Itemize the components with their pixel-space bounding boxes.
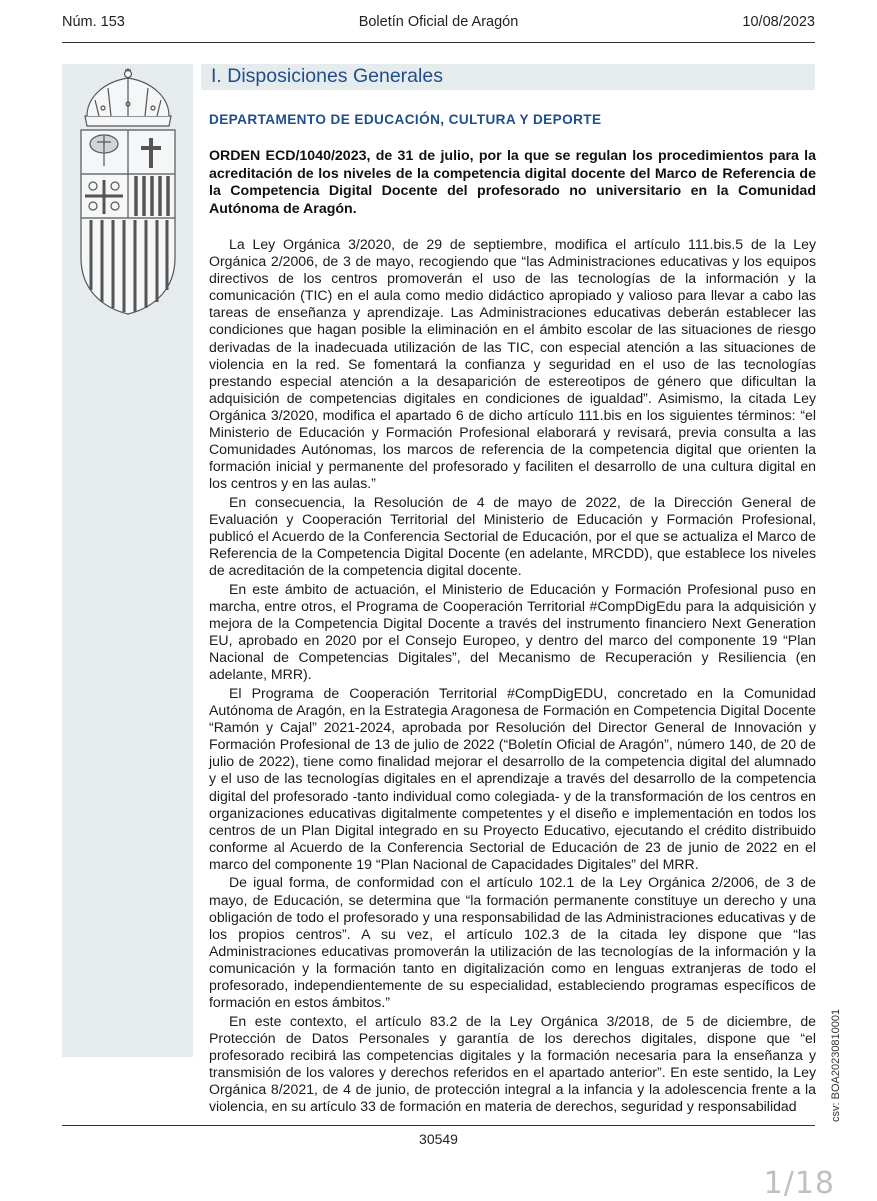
department-heading: DEPARTAMENTO DE EDUCACIÓN, CULTURA Y DEPORTE — [209, 112, 602, 127]
body-paragraph: En consecuencia, la Resolución de 4 de mayo de 2022, de la Dirección General de Evaluación y Cooperación Territorial del Ministerio de Educación y Formación Profesional, publicó el Acuerdo de la Conferencia Sectorial de Educación, por el que se actualiza el Marco de Referencia de la Competencia Digital Docente (en adelante, MRCDD), que establece los niveles de acreditación de la competencia digital docente. — [209, 493, 816, 579]
document-body — [209, 236, 816, 1117]
section-title: I. Disposiciones Generales — [211, 65, 443, 87]
body-paragraph: De igual forma, de conformidad con el artículo 102.1 de la Ley Orgánica 2/2006, de 3 de mayo, de Educación, se determina que “la formación permanente constituye un derecho y una obligación de todo el profesorado y una responsabilidad de las Administraciones educativas y de los propios centros”. A su vez, el artículo 102.3 de la citada ley dispone que “las Administraciones educativas promoverán la utilización de las tecnologías de la información y la comunicación y la formación tanto en digitalización como en lenguas extranjeras de todo el profesorado, independientemente de su especialidad, estableciendo programas específicos de formación en estos ámbitos.” — [209, 874, 816, 1011]
publication-date: 10/08/2023 — [742, 14, 815, 30]
page-header — [62, 14, 815, 38]
body-paragraph: En este ámbito de actuación, el Ministerio de Educación y Formación Profesional puso en marcha, entre otros, el Programa de Cooperación Territorial #CompDigEdu para la adquisición y mejora de la Competencia Digital Docente a través del instrumento financiero Next Generation EU, aprobado en 2020 por el Consejo Europeo, y dentro del marco del componente 19 “Plan Nacional de Competencias Digitales”, del Mecanismo de Recuperación y Resiliencia (en adelante, MRR). — [209, 580, 816, 683]
aragon-coat-of-arms-icon — [73, 68, 183, 318]
footer-divider — [62, 1125, 815, 1126]
coat-of-arms-panel — [62, 64, 193, 1057]
csv-verification-code: csv: BOA20230810001 — [830, 1008, 842, 1122]
body-paragraph: En este contexto, el artículo 83.2 de la Ley Orgánica 3/2018, de 5 de diciembre, de Protección de Datos Personales y garantía de los derechos digitales, dispone que “el profesorado recibirá las competencias digitales y la formación necesaria para la enseñanza y transmisión de los valores y derechos referidos en el apartado anterior”. En este sentido, la Ley Orgánica 8/2021, de 4 de junio, de protección integral a la infancia y la adolescencia frente a la violencia, en su artículo 33 de formación en materia de derechos, seguridad y responsabilidad — [209, 1012, 816, 1115]
page-number: 30549 — [419, 1131, 458, 1147]
issue-number: Núm. 153 — [62, 14, 125, 30]
order-title: ORDEN ECD/1040/2023, de 31 de julio, por la que se regulan los procedimientos para la acreditación de los niveles de la competencia digital docente del Marco de Referencia de la Competencia Digital Docente del profesorado no universitario en la Comunidad Autónoma de Aragón. — [209, 148, 816, 217]
body-paragraph: El Programa de Cooperación Territorial #CompDigEDU, concretado en la Comunidad Autónoma de Aragón, en la Estrategia Aragonesa de Formación en Competencia Digital Docente “Ramón y Cajal” 2021-2024, aprobada por Resolución del Director General de Innovación y Formación Profesional de 13 de julio de 2022 (“Boletín Oficial de Aragón”, número 140, de 20 de julio de 2022), tiene como finalidad mejorar el desarrollo de la competencia digital del alumnado y el uso de las tecnologías digitales en el aprendizaje a través del desarrollo de la competencia digital del profesorado -tanto individual como colegiada- y de la transformación de los centros en organizaciones educativas digitalmente competentes y el diseño e implementación en todos los centros de un Plan Digital integrado en su Proyecto Educativo, ejecutando el crédito distribuido conforme al Acuerdo de la Conferencia Sectorial de Educación de 23 de junio de 2022 en el marco del componente 19 “Plan Nacional de Capacidades Digitales” del MRR. — [209, 684, 816, 872]
viewer-page-indicator: 1/18 — [763, 1166, 835, 1201]
section-bar — [201, 64, 815, 90]
body-paragraph: La Ley Orgánica 3/2020, de 29 de septiembre, modifica el artículo 111.bis.5 de la Ley Orgánica 2/2006, de 3 de mayo, recogiendo que “las Administraciones educativas y los equipos directivos de los centros promoverán el uso de las tecnologías de la información y la comunicación (TIC) en el aula como medio didáctico apropiado y valioso para llevar a cabo las tareas de enseñanza y aprendizaje. Las Administraciones educativas deberán establecer las condiciones que hagan posible la eliminación en el ámbito escolar de las situaciones de riesgo derivadas de la inadecuada utilización de las TIC, con especial atención a las situaciones de violencia en la red. Se fomentará la confianza y seguridad en el uso de las tecnologías prestando especial atención a la desaparición de estereotipos de género que dificultan la adquisición de competencias digitales en condiciones de igualdad”. Asimismo, la citada Ley Orgánica 3/2020, modifica el apartado 6 de dicho artículo 111.bis en los siguientes términos: “el Ministerio de Educación y Formación Profesional elaborará y revisará, previa consulta a las Comunidades Autónomas, los marcos de referencia de la competencia digital que orienten la formación inicial y permanente del profesorado y faciliten el desarrollo de una cultura digital en los centros y en las aulas.” — [209, 236, 816, 492]
publication-title: Boletín Oficial de Aragón — [358, 14, 519, 30]
header-divider — [62, 42, 815, 43]
